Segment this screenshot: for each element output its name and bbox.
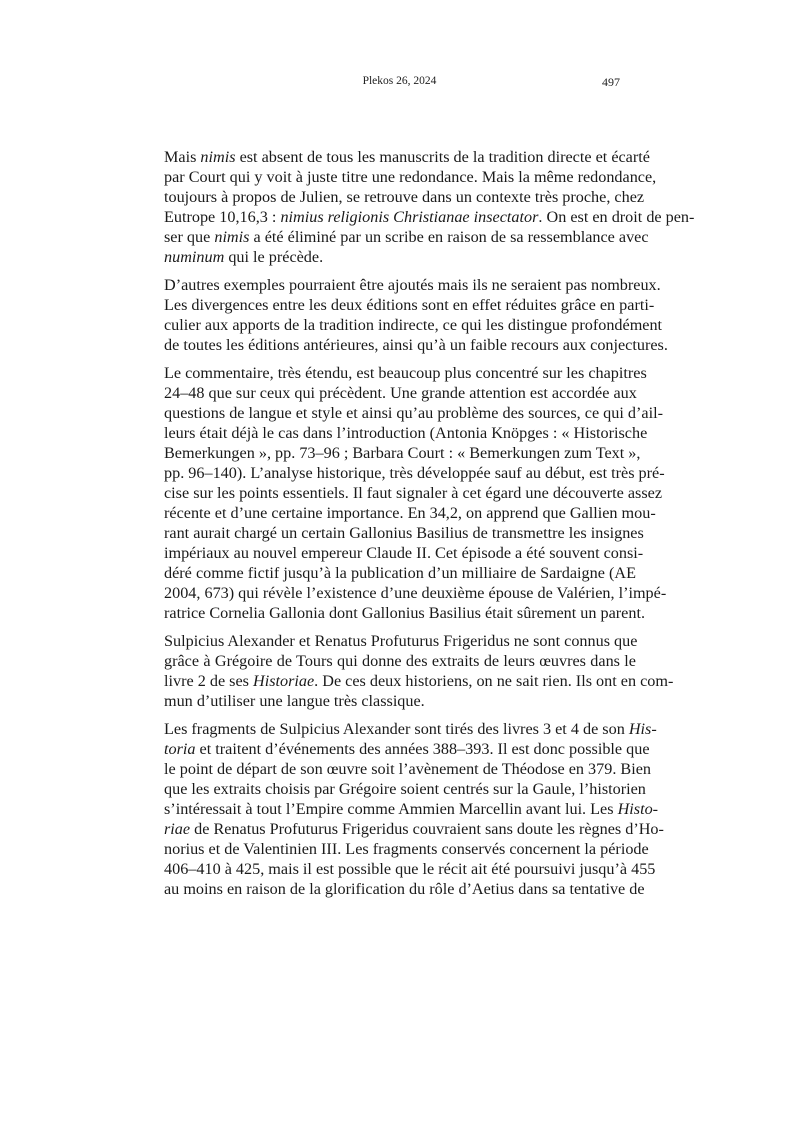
text-line	[164, 739, 650, 759]
text-span: grâce à Grégoire de Tours qui donne des extraits de leurs œuvres dans le	[164, 652, 636, 670]
italic-span: Historiae	[253, 672, 315, 690]
text-line	[164, 583, 667, 603]
text-line	[164, 147, 650, 167]
text-span: mun d’utiliser une langue très classique.	[164, 692, 425, 710]
italic-span: numinum	[164, 248, 225, 266]
italic-span: nimis	[214, 228, 250, 246]
text-span: 2004, 673) qui révèle l’existence d’une deuxième épouse de Valérien, l’impé-	[164, 584, 667, 602]
text-line	[164, 759, 651, 779]
text-span: . On est en droit de pen-	[538, 208, 695, 226]
text-span: Sulpicius Alexander et Renatus Profuturus Frigeridus ne sont connus que	[164, 632, 638, 650]
text-line	[164, 859, 656, 879]
text-span: questions de langue et style et ainsi qu’au problème des sources, ce qui d’ail-	[164, 404, 663, 422]
text-line	[164, 275, 661, 295]
text-line	[164, 839, 649, 859]
text-span: 406–410 à 425, mais il est possible que le récit ait été poursuivi jusqu’à 455	[164, 860, 656, 878]
text-line	[164, 631, 636, 651]
body-text	[164, 147, 695, 907]
text-span: Bemerkungen », pp. 73–96 ; Barbara Court : « Bemerkungen zum Text »,	[164, 444, 641, 462]
text-span: Eutrope 10,16,3 :	[164, 208, 281, 226]
text-line	[164, 603, 646, 623]
text-span: culier aux apports de la tradition indirecte, ce qui les distingue profondément	[164, 316, 663, 334]
text-line	[164, 483, 663, 503]
text-line	[164, 691, 636, 711]
text-line	[164, 187, 645, 207]
text-span: ratrice Cornelia Gallonia dont Gallonius Basilius était sûrement un parent.	[164, 604, 646, 622]
text-span: pp. 96–140). L’analyse historique, très développée sauf au début, est très pré-	[164, 464, 665, 482]
text-span: récente et d’une certaine importance. En 34,2, on apprend que Gallien mou-	[164, 504, 656, 522]
text-line	[164, 543, 644, 563]
text-span: de Renatus Profuturus Frigeridus couvraient sans doute les règnes d’Ho-	[190, 820, 664, 838]
text-span: de toutes les éditions antérieures, ainsi qu’à un faible recours aux conjectures.	[164, 336, 668, 354]
text-span: toujours à propos de Julien, se retrouve dans un contexte très proche, chez	[164, 188, 645, 206]
italic-span: His-	[628, 720, 657, 738]
italic-span: nimis	[200, 148, 236, 166]
text-span: 24–48 que sur ceux qui précèdent. Une grande attention est accordée aux	[164, 384, 637, 402]
text-line	[164, 719, 657, 739]
text-line	[164, 779, 646, 799]
text-span: norius et de Valentinien III. Les fragments conservés concernent la période	[164, 840, 649, 858]
text-span: que les extraits choisis par Grégoire soient centrés sur la Gaule, l’historien	[164, 780, 646, 798]
paragraph	[164, 719, 664, 899]
text-span: livre 2 de ses	[164, 672, 254, 690]
italic-span: Histo-	[617, 800, 659, 818]
text-line	[164, 799, 659, 819]
text-span: rant aurait chargé un certain Gallonius Basilius de transmettre les insignes	[164, 524, 644, 542]
paragraph	[164, 147, 695, 267]
italic-span: nimius religionis Christianae insectator	[280, 208, 539, 226]
text-span: D’autres exemples pourraient être ajoutés mais ils ne seraient pas nombreux.	[164, 276, 661, 294]
text-span: est absent de tous les manuscrits de la tradition directe et écarté	[235, 148, 650, 166]
page-number: 497	[602, 75, 620, 89]
text-line	[164, 563, 636, 583]
text-span: Le commentaire, très étendu, est beaucoup plus concentré sur les chapitres	[164, 364, 647, 382]
text-span: Les divergences entre les deux éditions sont en effet réduites grâce en parti-	[164, 296, 655, 314]
text-line	[164, 247, 636, 267]
text-line	[164, 463, 665, 483]
text-span: qui le précède.	[224, 248, 324, 266]
text-span: . De ces deux historiens, on ne sait rien. Ils ont en com-	[314, 672, 674, 690]
text-span: Les fragments de Sulpicius Alexander sont tirés des livres 3 et 4 de son	[164, 720, 629, 738]
text-span: déré comme fictif jusqu’à la publication d’un milliaire de Sardaigne (AE	[164, 564, 636, 582]
text-span: et traitent d’événements des années 388–393. Il est donc possible que	[195, 740, 650, 758]
text-line	[164, 167, 657, 187]
text-span: par Court qui y voit à juste titre une redondance. Mais la même redondance,	[164, 168, 657, 186]
italic-span: riae	[164, 820, 191, 838]
text-line	[164, 423, 648, 443]
text-line	[164, 819, 664, 839]
text-line	[164, 879, 645, 899]
paragraph	[164, 275, 668, 355]
text-span: cise sur les points essentiels. Il faut signaler à cet égard une découverte assez	[164, 484, 663, 502]
text-line	[164, 523, 644, 543]
text-line	[164, 335, 668, 355]
text-span: Mais	[164, 148, 201, 166]
text-line	[164, 363, 647, 383]
paragraph	[164, 631, 674, 711]
text-span: le point de départ de son œuvre soit l’avènement de Théodose en 379. Bien	[164, 760, 651, 778]
text-line	[164, 315, 663, 335]
text-span: au moins en raison de la glorification du rôle d’Aetius dans sa tentative de	[164, 880, 645, 898]
text-line	[164, 651, 636, 671]
text-span: leurs était déjà le cas dans l’introduction (Antonia Knöpges : « Historische	[164, 424, 648, 442]
text-span: a été éliminé par un scribe en raison de sa ressemblance avec	[249, 228, 649, 246]
text-line	[164, 443, 641, 463]
italic-span: toria	[164, 740, 196, 758]
text-line	[164, 227, 649, 247]
text-line	[164, 383, 636, 403]
text-line	[164, 503, 656, 523]
text-line	[164, 295, 655, 315]
text-span: ser que	[164, 228, 215, 246]
text-span: s’intéressait à tout l’Empire comme Ammien Marcellin avant lui. Les	[164, 800, 618, 818]
text-span: impériaux au nouvel empereur Claude II. Cet épisode a été souvent consi-	[164, 544, 644, 562]
text-line	[164, 207, 695, 227]
text-line	[164, 671, 674, 691]
running-title: Plekos 26, 2024	[362, 75, 437, 87]
text-line	[164, 403, 663, 423]
paragraph	[164, 363, 667, 623]
